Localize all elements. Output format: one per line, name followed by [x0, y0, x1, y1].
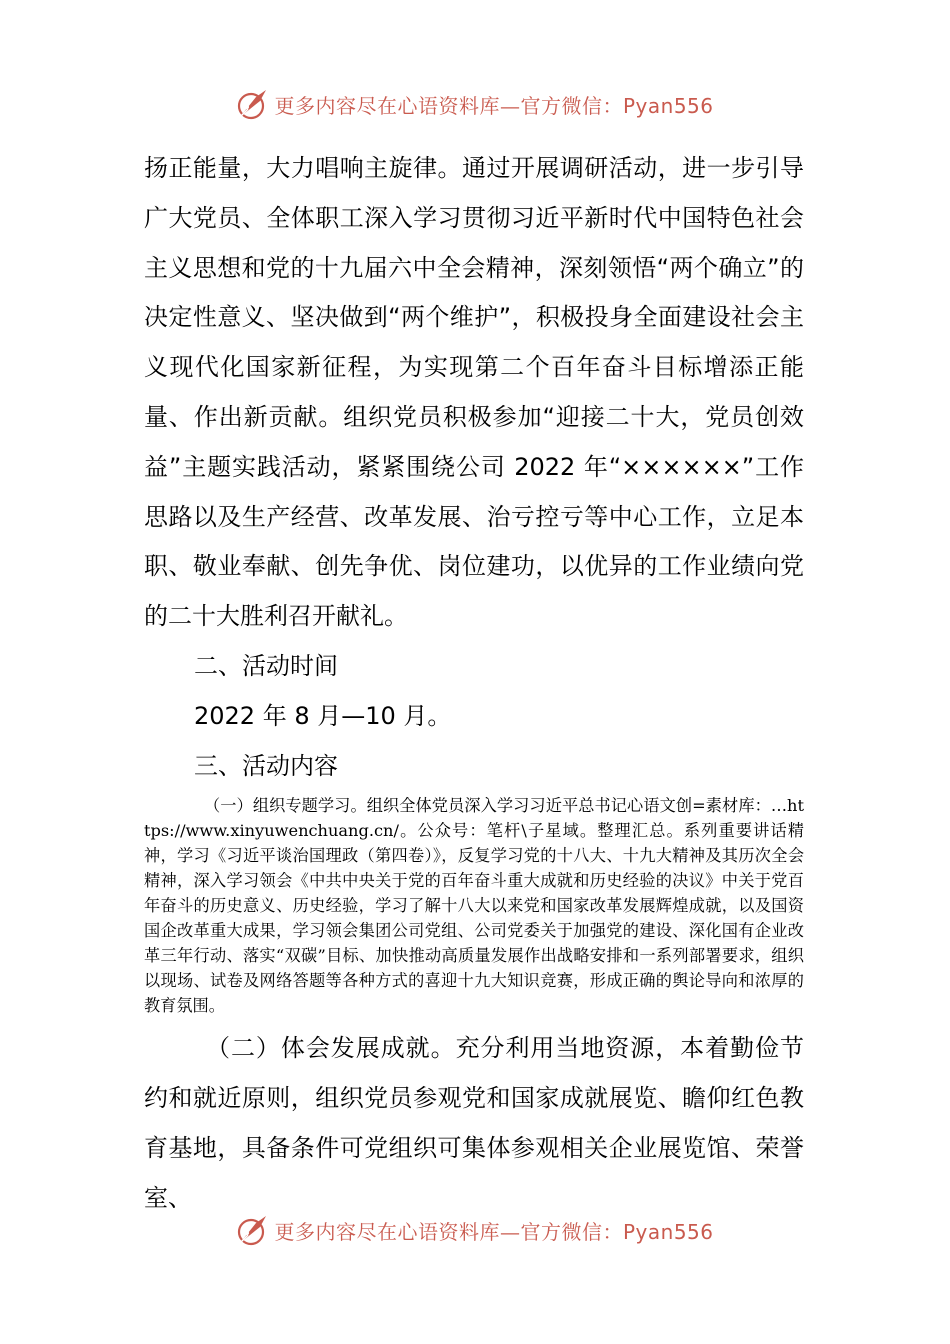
quill-pen-logo-icon [236, 87, 270, 121]
section-heading-activity-time: 二、活动时间 [194, 651, 338, 680]
body-paragraph-achievements: （二）体会发展成就。充分利用当地资源，本着勤俭节约和就近原则，组织党员参观党和国家成就展览、瞻仰红色教育基地，具备条件可党组织可集体参观相关企业展览馆、荣誉室、 [144, 1034, 804, 1212]
header-banner [0, 84, 950, 124]
footer-banner-text: 更多内容尽在心语资料库—官方微信：Pyan556 [274, 1219, 714, 1244]
header-wechat-id: Pyan556 [622, 93, 714, 118]
header-banner-text: 更多内容尽在心语资料库—官方微信：Pyan556 [274, 93, 714, 118]
document-body [144, 144, 804, 1224]
footer-wechat-id: Pyan556 [622, 1219, 714, 1244]
body-paragraph-1: 扬正能量，大力唱响主旋律。通过开展调研活动，进一步引导广大党员、全体职工深入学习贯彻习近平新时代中国特色社会主义思想和党的十九届六中全会精神，深刻领悟“两个确立”的决定性意义、坚决做到“两个维护”，积极投身全面建设社会主义现代化国家新征程，为实现第二个百年奋斗目标增添正能量、作出新贡献。组织党员积极参加“迎接二十大，党员创效益”主题实践活动，紧紧围绕公司 2022 年“××××××”工作思路以及生产经营、改革发展、治亏控亏等中心工作，立足本职、敬业奉献、创先争优、岗位建功，以优异的工作业绩向党的二十大胜利召开献礼。 [144, 154, 804, 631]
body-paragraph-study: （一）组织专题学习。组织全体党员深入学习习近平总书记心语文创=素材库：…https://www.xinyuwenchuang.cn/。公众号：笔杆\子星域。整理汇总。系列重要讲话精神，学习《习近平谈治国理政（第四卷）》，反复学习党的十八大、十九大精神及其历次全会精神，深入学习领会《中共中央关于党的百年奋斗重大成就和历史经验的决议》中关于党百年奋斗的历史意义、历史经验，学习了解十八大以来党和国家改革发展辉煌成就，以及国资国企改革重大成果，学习领会集团公司党组、公司党委关于加强党的建设、深化国有企业改革三年行动、落实“双碳”目标、加快推动高质量发展作出战略安排和一系列部署要求，组织以现场、试卷及网络答题等各种方式的喜迎十九大知识竞赛，形成正确的舆论导向和浓厚的教育氛围。 [144, 796, 804, 1016]
activity-time-value: 2022 年 8 月—10 月。 [194, 701, 452, 730]
quill-pen-logo-icon [236, 1213, 270, 1247]
section-heading-activity-content: 三、活动内容 [194, 751, 338, 780]
footer-banner [0, 1210, 950, 1250]
